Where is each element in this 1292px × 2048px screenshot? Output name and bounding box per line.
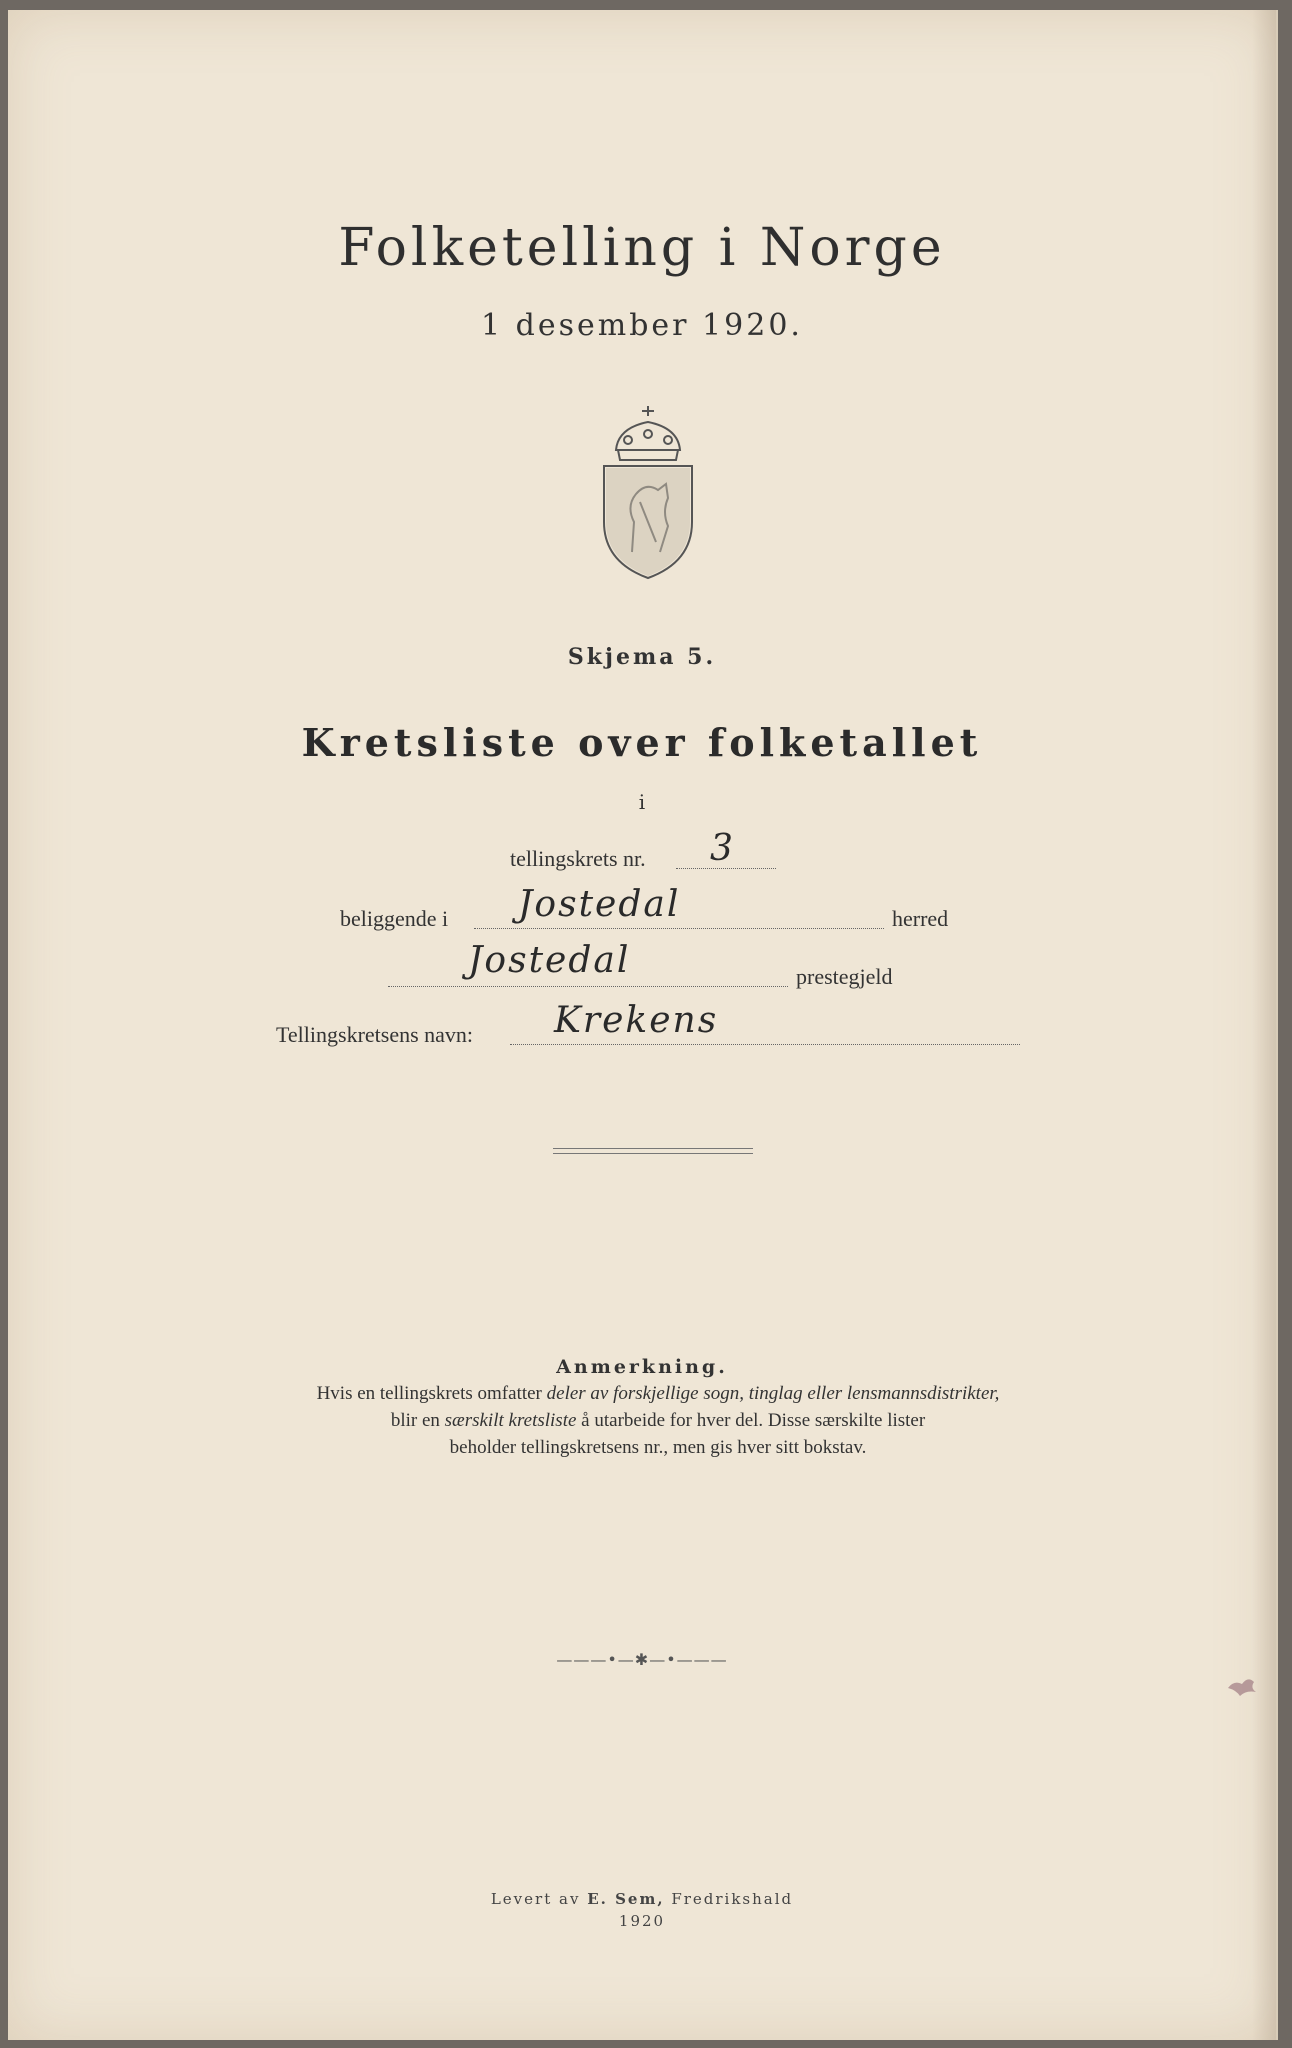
note-line1-a: Hvis en tellingskrets omfatter bbox=[316, 1383, 547, 1404]
prestegjeld-line bbox=[388, 986, 788, 987]
printer-text-b: Fredrikshald bbox=[664, 1890, 794, 1908]
schema-number: Skjema 5. bbox=[567, 644, 717, 670]
divider-rule bbox=[553, 1153, 753, 1154]
note-line3: beholder tellingskretsens nr., men gis hver sitt bokstav. bbox=[449, 1437, 867, 1458]
census-date: 1 desember 1920. bbox=[481, 308, 803, 343]
herred-value: Jostedal bbox=[518, 884, 681, 925]
krets-navn-label: Tellingskretsens navn: bbox=[276, 1022, 474, 1047]
note-line2-b: særskilt kretsliste bbox=[444, 1410, 577, 1431]
note-line2-c: å utarbeide for hver del. Disse særskilte lister bbox=[576, 1410, 926, 1431]
krets-navn-value: Krekens bbox=[554, 1000, 719, 1041]
note-line1-b: deler av forskjellige sogn, tinglag eller lensmannsdistrikter, bbox=[546, 1383, 1000, 1404]
tellingskrets-label: tellingskrets nr. bbox=[510, 846, 646, 871]
document-page bbox=[8, 10, 1278, 2040]
prestegjeld-label: prestegjeld bbox=[796, 964, 893, 989]
note-title: Anmerkning. bbox=[556, 1356, 728, 1378]
tellingskrets-value: 3 bbox=[710, 828, 735, 869]
ornament-divider: ———•—✱—•——— bbox=[556, 1650, 728, 1669]
norwegian-coat-of-arms-icon bbox=[596, 402, 700, 582]
beliggende-label: beliggende i bbox=[340, 906, 449, 931]
form-heading: Kretsliste over folketallet bbox=[301, 720, 983, 765]
prestegjeld-value: Jostedal bbox=[468, 940, 631, 981]
document-title: Folketelling i Norge bbox=[338, 218, 946, 278]
ink-stain-icon bbox=[1224, 1674, 1260, 1698]
printer-text-a: Levert av bbox=[490, 1890, 588, 1908]
herred-line bbox=[474, 928, 884, 929]
printer-year: 1920 bbox=[618, 1912, 666, 1930]
krets-navn-line bbox=[510, 1044, 1020, 1045]
connector-i: i bbox=[638, 790, 646, 814]
printer-line bbox=[8, 1890, 1276, 1908]
herred-label: herred bbox=[892, 906, 949, 931]
note-line2-a: blir en bbox=[390, 1410, 445, 1431]
note-text bbox=[208, 1380, 1108, 1461]
printer-name: E. Sem, bbox=[587, 1890, 665, 1908]
divider-rule bbox=[553, 1148, 753, 1149]
